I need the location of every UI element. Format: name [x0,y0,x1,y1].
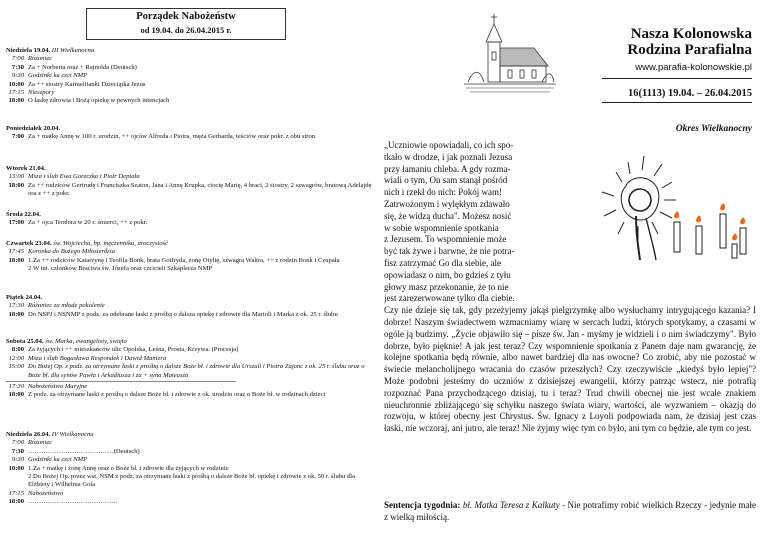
day-block [6,211,372,228]
mass-intention: 1.Za + matkę i żonę Annę oraz o Boże bł. i zdrowie dla żyjących w rodzinie [28,464,229,472]
mass-intention: Z podz. za otrzymane łaski z prośbą o dalsze Boże bł. i zdrowie z ok. urodzin oraz o Boże bł. w rodzinach dzieci [28,391,326,399]
article-line: głowy masz przekonanie, że to nie [384,281,509,292]
mass-row [6,355,372,363]
mass-row [6,456,372,464]
day-date: Niedziela 26.04. [6,431,51,438]
mass-row [6,391,372,399]
mass-intention: Za + ojca Teodora w 20 r. śmierci, ++ z pokr. [28,219,148,227]
mass-intention: ………………………………….. [28,498,118,506]
mass-time: 12:00 [8,354,24,362]
article-line: z Jezusem. To wspomnienie może [384,234,507,245]
day-heading [6,431,372,439]
sentence-author: bł. Matka Teresa z Kalkuty [462,500,560,510]
mass-intention: Za + matkę Annę w 100 r. urodzin, ++ ojców Alfreda i Piotra, męża Gerharda, teściów oraz pokr. z obu stron [28,133,316,141]
sentence-label: Sentencja tygodnia: [384,500,461,510]
day-heading [6,240,372,248]
mass-time: 17:15 [8,89,24,97]
mass-row [6,182,372,199]
day-block [6,431,372,507]
mass-row [6,89,372,97]
article-line: przy łamaniu chleba. A gdy rozma- [384,163,511,174]
mass-row [6,81,372,89]
mass-row [6,133,372,141]
day-block [6,165,372,199]
article-line: jest zarezerwowane tylko dla ciebie. [384,293,515,304]
mass-time: 17:45 [8,248,24,256]
article-line: „Uczniowie opowiadali, co ich spo- [384,140,514,150]
mass-time: 9:30 [11,72,24,80]
divider-bottom [602,102,752,103]
mass-intention: Różaniec [28,439,53,447]
mass-row [6,346,372,354]
mass-time: 17:30 [8,302,24,310]
mass-row [6,248,372,256]
mass-time: 7:00 [11,133,24,141]
day-date: Środa 22.04. [6,211,41,218]
day-block [6,294,372,319]
day-note: św. Marka, ewangelisty, święto [45,338,127,345]
day-date: Piątek 24.04. [6,294,43,301]
mass-intention: Różaniec za młode pokolenie [28,302,105,310]
mass-row [6,448,372,456]
day-heading [6,165,372,173]
season-label: Okres Wielkanocny [675,124,752,134]
parish-url: www.parafia-kolonowskie.pl [635,62,752,73]
day-date: Wtorek 21.04. [6,165,46,172]
mass-row [6,97,372,105]
mass-row [6,55,372,63]
mass-intention: Za żyjących i ++ mieszkańców ulic Opolska, Leśna, Prosta, Krzywa. (Procesja) [28,346,239,354]
mass-row [6,490,372,498]
mass-intention: 2.Do Bożej Op. przez wst. NSM z podz. za otrzymane łaski z prośbą o dalsze Boże bł. opiekę i zdrowie z ok. 50 r. ślubu dla Elżbiety i Wilhelma Gola [28,473,356,489]
day-heading [6,211,372,219]
article-line: Zatrwożonym i wylękłym zdawało [384,198,510,209]
article-line: fisz zatrzymać Go dla siebie, ale [384,257,501,268]
schedule-dates: od 19.04. do 26.04.2015 r. [140,25,232,35]
day-date: Niedziela 19.04. [6,47,51,54]
parish-column [384,0,768,543]
mass-time: 17:15 [8,489,24,497]
mass-time: 17:30 [8,383,24,391]
day-note: IV Wielkanocna [51,431,94,438]
mass-intention: Za ++ siostry Karmelitanki Dzieciątka Jezus [28,80,146,88]
mass-intention: 1.Za ++ rodziców Katarzynę i Teofila Bonk, brata Gotfryda, żonę Otylię, szwagra Waltra, ++ z rodzin Bonk i Czupała [28,256,340,264]
mass-row [6,64,372,72]
schedule-column [0,0,376,543]
mass-time: 18:00 [8,310,24,318]
day-note: św. Wojciecha, bp. męczennika, uroczystość [53,240,169,247]
mass-time: 18:00 [8,97,24,105]
schedule-title: Porządek Nabożeństw [136,11,236,22]
mass-intention: Koronka do Bożego Miłosierdzia [28,248,115,256]
mass-intention: Godzinki ku czci NMP [28,72,88,80]
mass-row [6,72,372,80]
article [384,140,756,435]
mass-row [6,173,372,181]
mass-row [6,265,372,273]
mass-row [6,383,372,391]
mass-time [6,473,28,490]
mass-intention: O łaskę zdrowia i Bożą opiekę w pewnych intencjach [28,97,170,105]
mass-time: 7:30 [11,63,24,71]
parish-title-line1: Nasza Kolonowska [630,26,752,42]
mass-time [6,265,28,273]
mass-time: 18:00 [8,256,24,264]
mass-row [6,311,372,319]
article-line: wiali o tym, On sam stanął pośród [384,175,508,186]
article-line: się, że widzą ducha". Możesz nosić [384,210,512,221]
mass-time: 18:00 [8,391,24,399]
divider [6,381,236,382]
mass-row [6,219,372,227]
article-line: opowiadasz o nim, bo gdzieś z tyłu [384,269,511,280]
church-drawing [464,8,556,98]
sentence-text: - Nie potrafimy robić wielkich Rzeczy - jedynie małe z wielką miłością. [384,500,757,522]
mass-time: 18:00 [8,498,24,506]
article-intro [384,140,560,305]
parish-title-line2: Rodzina Parafialna [627,42,752,58]
day-block [6,47,372,106]
mass-time: 10:00 [8,80,24,88]
mass-intention: Nabożeństwo Maryjne [28,383,88,391]
article-line: w sobie wspomnienie spotkania [384,222,499,233]
mass-row [6,257,372,265]
issue-number: 16(1113) 19.04. – 26.04.2015 [628,88,752,99]
mass-intention: Różaniec [28,55,53,63]
mass-time: 9:30 [11,456,24,464]
mass-intention: Godzinki ku czci NMP [28,456,88,464]
day-heading [6,125,372,133]
schedule-header-box [86,8,286,40]
day-date: Sobota 25.04. [6,338,44,345]
mass-row [6,302,372,310]
mass-row [6,363,372,380]
mass-intention: Za ++ rodziców Gertrudę i Franciszka Szaton, Jana i Annę Krupka, ciocię Marię, 4 braci, 2 siostry, 2 szwagrów, bratową Adelajdę ora z ++ z pokr. [28,181,372,198]
mass-intention: …………………………………(Deutsch) [28,447,140,455]
mass-intention: Do NSPJ i NSNMP z podz. za odebrane łaski z prośbą o dalsza opiekę i zdrowie dla Marioli i Marka z ok. 25 r. ślubu [28,310,338,318]
mass-row [6,473,372,490]
mass-intention: 2.W int. członków Bractwa św. Józefa oraz czcicieli Szkaplerza NMP [28,265,213,273]
article-line: tkało w drodze, i jak poznali Jezusa [384,151,513,162]
day-block [6,125,372,142]
day-heading [6,294,372,302]
mass-time: 13:00 [8,173,24,181]
day-date: Poniedziałek 20.04. [6,125,61,132]
article-line: nich i rzekł do nich: Pokój wam! [384,187,502,198]
mass-intention: Nabożeństwo [28,489,64,497]
mass-time: 10:00 [8,464,24,472]
mass-time: 18:00 [8,181,24,189]
day-date: Czwartek 23.04. [6,240,52,247]
article-body: Czy nie dzieje się tak, gdy przeżyjemy jakąś pielgrzymkę albo wysłuchamy intrygującego kazania? I dobrze! Naszym świadectwem wzmacniamy wiarę w sercach ludzi, których spotykamy, a czasami w ogóle ją budzimy. „Życie objawiło się – pisze św. Jan - myśmy je widzieli i o nim świadczymy". Było dobrze, było pięknie! A jak jest teraz? Czy wspomnienie spotkania z Panem daje nam gwarancję, że kolejne spotkania będą równie, albo nawet bardziej dla nas owocne? Co zrobić, aby nie pozostać w świecie melancholijnego wracania do czasów przeszłych? Czy rzeczywiście „kiedyś było lepiej"? Może podobni jesteśmy do uczniów z dzisiejszej ewangelii, którzy patrząc wstecz, nie potrafią rozpoznać Pana przychodzącego dzisiaj, tu i teraz? Trud chwili obecnej nie jest wcale znakiem nieuchronnie zbliżającego się schyłku naszego świata wiary, wartości, ale wyzwaniem – okazją do rozwoju, w której obecny jest Chrystus. Św. Ignacy z Loyoli podpowiada nam, że dzisiaj jest czas łaski, nie wczoraj, ani jutro, ale teraz! Nie żyjmy więc tym co było, ani tym co będzie, ale tym co jest. [384,305,756,434]
divider-top [602,78,752,79]
day-heading [6,338,372,346]
mass-intention: Nieszpory [28,89,55,97]
mass-time: 15:00 [8,363,24,371]
weekly-sentence [384,500,756,524]
article-line: być tak żywe i barwne, że nie potra- [384,246,515,257]
mass-intention: Msza i ślub Bogusława Respondek i Dawid Maniera [28,354,167,362]
day-heading [6,47,372,55]
mass-intention: Za + Norberta oraz + Rajnolda (Deutsch) [28,63,137,71]
mass-time: 17:00 [8,219,24,227]
day-note: III Wielkanocna [51,47,95,54]
day-block [6,338,372,400]
mass-row [6,439,372,447]
mass-time: 7:00 [11,439,24,447]
day-block [6,240,372,274]
mass-intention: Msza i ślub Ewa Goreczka i Piotr Deptała [28,173,140,181]
mass-row [6,498,372,506]
parish-title [602,26,752,58]
mass-row [6,465,372,473]
mass-time: 7:30 [11,447,24,455]
mass-time: 8:00 [11,346,24,354]
mass-intention: Do Bożej Op. z podz. za otrzymane łaski z prośbą o dalsze Boże bł. i zdrowie dla Urszuli i Piotra Zajonc z ok. 25 r. ślubu oraz o Boże bł. dla synów Pawła i Arkadiusza i za + syna Mateusza [28,363,365,379]
mass-time: 7:00 [11,55,24,63]
